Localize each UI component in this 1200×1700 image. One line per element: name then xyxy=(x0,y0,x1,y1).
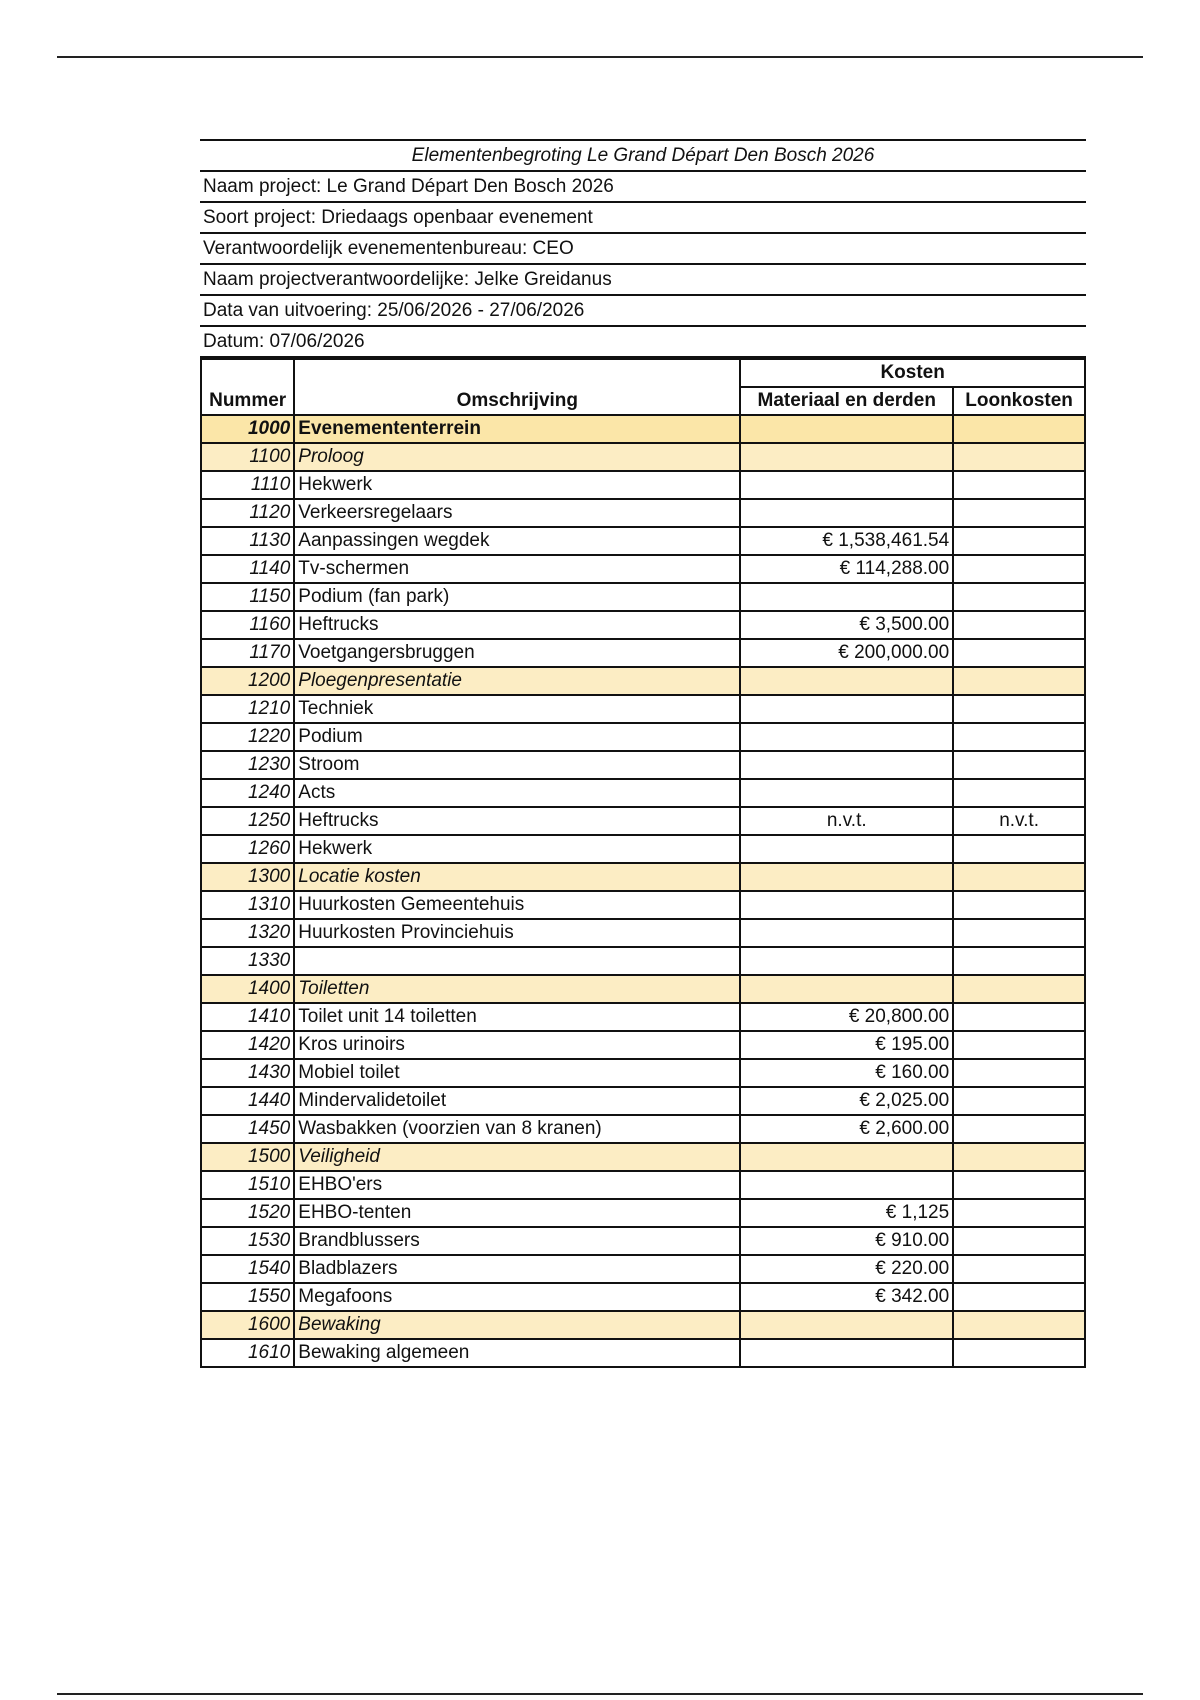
row-material-cost xyxy=(740,919,953,947)
row-material-cost: € 195.00 xyxy=(740,1031,953,1059)
table-row xyxy=(201,1059,1085,1087)
row-description: Ploegenpresentatie xyxy=(294,667,740,695)
row-labor-cost xyxy=(953,1339,1085,1367)
category-row xyxy=(201,443,1085,471)
row-material-cost: € 2,025.00 xyxy=(740,1087,953,1115)
row-labor-cost xyxy=(953,695,1085,723)
row-material-cost xyxy=(740,415,953,443)
row-labor-cost xyxy=(953,471,1085,499)
row-material-cost xyxy=(740,695,953,723)
header-corner-desc xyxy=(294,359,740,387)
table-row xyxy=(201,695,1085,723)
row-labor-cost xyxy=(953,1003,1085,1031)
row-number: 1510 xyxy=(201,1171,294,1199)
table-row xyxy=(201,499,1085,527)
row-description: Mobiel toilet xyxy=(294,1059,740,1087)
row-material-cost xyxy=(740,1171,953,1199)
category-row xyxy=(201,1311,1085,1339)
row-material-cost: € 20,800.00 xyxy=(740,1003,953,1031)
table-row xyxy=(201,1199,1085,1227)
table-row xyxy=(201,1255,1085,1283)
row-material-cost: € 1,125 xyxy=(740,1199,953,1227)
row-material-cost xyxy=(740,751,953,779)
row-description: EHBO'ers xyxy=(294,1171,740,1199)
row-description: Bewaking algemeen xyxy=(294,1339,740,1367)
header-corner-num xyxy=(201,359,294,387)
row-description: Techniek xyxy=(294,695,740,723)
row-labor-cost xyxy=(953,1255,1085,1283)
row-material-cost: € 2,600.00 xyxy=(740,1115,953,1143)
row-material-cost: n.v.t. xyxy=(740,807,953,835)
row-material-cost xyxy=(740,779,953,807)
header-materiaal: Materiaal en derden xyxy=(740,387,953,415)
row-number: 1410 xyxy=(201,1003,294,1031)
row-number: 1150 xyxy=(201,583,294,611)
row-labor-cost xyxy=(953,1311,1085,1339)
row-labor-cost xyxy=(953,1171,1085,1199)
row-description: EHBO-tenten xyxy=(294,1199,740,1227)
row-labor-cost xyxy=(953,1087,1085,1115)
row-number: 1250 xyxy=(201,807,294,835)
category-row xyxy=(201,863,1085,891)
row-description: Bladblazers xyxy=(294,1255,740,1283)
row-number: 1420 xyxy=(201,1031,294,1059)
header-loonkosten: Loonkosten xyxy=(953,387,1085,415)
row-number: 1550 xyxy=(201,1283,294,1311)
row-description: Kros urinoirs xyxy=(294,1031,740,1059)
table-row xyxy=(201,1339,1085,1367)
row-material-cost xyxy=(740,443,953,471)
row-description: Podium (fan park) xyxy=(294,583,740,611)
row-description: Aanpassingen wegdek xyxy=(294,527,740,555)
row-material-cost xyxy=(740,583,953,611)
row-number: 1130 xyxy=(201,527,294,555)
row-number: 1520 xyxy=(201,1199,294,1227)
table-row xyxy=(201,1115,1085,1143)
row-number: 1210 xyxy=(201,695,294,723)
header-nummer: Nummer xyxy=(201,387,294,415)
table-row xyxy=(201,1087,1085,1115)
category-row xyxy=(201,667,1085,695)
row-labor-cost xyxy=(953,835,1085,863)
row-labor-cost xyxy=(953,667,1085,695)
row-number: 1000 xyxy=(201,415,294,443)
row-number: 1260 xyxy=(201,835,294,863)
row-material-cost xyxy=(740,947,953,975)
row-labor-cost xyxy=(953,1143,1085,1171)
row-number: 1320 xyxy=(201,919,294,947)
budget-table xyxy=(200,358,1086,1368)
row-labor-cost xyxy=(953,1115,1085,1143)
category-row xyxy=(201,1143,1085,1171)
row-number: 1120 xyxy=(201,499,294,527)
row-description: Evenemententerrein xyxy=(294,415,740,443)
row-material-cost xyxy=(740,863,953,891)
info-project-type: Soort project: Driedaags openbaar evenement xyxy=(200,201,1086,232)
row-description: Voetgangersbruggen xyxy=(294,639,740,667)
row-description: Wasbakken (voorzien van 8 kranen) xyxy=(294,1115,740,1143)
row-material-cost: € 160.00 xyxy=(740,1059,953,1087)
table-row xyxy=(201,555,1085,583)
row-number: 1160 xyxy=(201,611,294,639)
info-project-lead: Naam projectverantwoordelijke: Jelke Greidanus xyxy=(200,263,1086,294)
row-number: 1100 xyxy=(201,443,294,471)
row-description: Veiligheid xyxy=(294,1143,740,1171)
table-row xyxy=(201,1003,1085,1031)
row-number: 1310 xyxy=(201,891,294,919)
row-description: Megafoons xyxy=(294,1283,740,1311)
table-row xyxy=(201,1031,1085,1059)
row-labor-cost xyxy=(953,863,1085,891)
info-project-name: Naam project: Le Grand Départ Den Bosch 2026 xyxy=(200,170,1086,201)
row-number: 1600 xyxy=(201,1311,294,1339)
row-labor-cost xyxy=(953,639,1085,667)
row-labor-cost xyxy=(953,611,1085,639)
header-kosten: Kosten xyxy=(740,359,1085,387)
row-material-cost: € 3,500.00 xyxy=(740,611,953,639)
row-material-cost xyxy=(740,1339,953,1367)
table-row xyxy=(201,807,1085,835)
row-labor-cost xyxy=(953,1059,1085,1087)
sheet-title: Elementenbegroting Le Grand Départ Den Bosch 2026 xyxy=(200,139,1086,170)
row-labor-cost xyxy=(953,527,1085,555)
row-description: Verkeersregelaars xyxy=(294,499,740,527)
row-labor-cost xyxy=(953,947,1085,975)
row-number: 1200 xyxy=(201,667,294,695)
row-description: Tv-schermen xyxy=(294,555,740,583)
row-labor-cost xyxy=(953,583,1085,611)
row-number: 1450 xyxy=(201,1115,294,1143)
table-row xyxy=(201,919,1085,947)
row-labor-cost xyxy=(953,1283,1085,1311)
row-labor-cost xyxy=(953,891,1085,919)
table-row xyxy=(201,779,1085,807)
row-description: Bewaking xyxy=(294,1311,740,1339)
row-description: Heftrucks xyxy=(294,611,740,639)
row-labor-cost xyxy=(953,499,1085,527)
budget-sheet xyxy=(200,139,1086,1368)
row-material-cost xyxy=(740,1143,953,1171)
table-row xyxy=(201,751,1085,779)
row-number: 1500 xyxy=(201,1143,294,1171)
row-description: Mindervalidetoilet xyxy=(294,1087,740,1115)
budget-rows xyxy=(201,415,1085,1367)
table-row xyxy=(201,583,1085,611)
row-labor-cost xyxy=(953,555,1085,583)
table-row xyxy=(201,723,1085,751)
row-number: 1530 xyxy=(201,1227,294,1255)
row-number: 1140 xyxy=(201,555,294,583)
row-number: 1170 xyxy=(201,639,294,667)
row-material-cost xyxy=(740,723,953,751)
row-labor-cost xyxy=(953,415,1085,443)
row-number: 1300 xyxy=(201,863,294,891)
row-description: Podium xyxy=(294,723,740,751)
row-number: 1110 xyxy=(201,471,294,499)
info-date: Datum: 07/06/2026 xyxy=(200,325,1086,358)
info-execution-dates: Data van uitvoering: 25/06/2026 - 27/06/2026 xyxy=(200,294,1086,325)
row-material-cost: € 910.00 xyxy=(740,1227,953,1255)
row-number: 1220 xyxy=(201,723,294,751)
row-description xyxy=(294,947,740,975)
row-description: Acts xyxy=(294,779,740,807)
row-material-cost: € 1,538,461.54 xyxy=(740,527,953,555)
row-description: Proloog xyxy=(294,443,740,471)
table-row xyxy=(201,835,1085,863)
row-number: 1330 xyxy=(201,947,294,975)
info-agency: Verantwoordelijk evenementenbureau: CEO xyxy=(200,232,1086,263)
row-number: 1400 xyxy=(201,975,294,1003)
row-description: Toilet unit 14 toiletten xyxy=(294,1003,740,1031)
row-material-cost xyxy=(740,891,953,919)
page-bottom-rule xyxy=(57,1693,1143,1695)
table-row xyxy=(201,1171,1085,1199)
row-labor-cost: n.v.t. xyxy=(953,807,1085,835)
page-top-rule xyxy=(57,56,1143,58)
row-labor-cost xyxy=(953,751,1085,779)
row-material-cost xyxy=(740,975,953,1003)
row-material-cost: € 114,288.00 xyxy=(740,555,953,583)
row-material-cost: € 342.00 xyxy=(740,1283,953,1311)
row-material-cost xyxy=(740,1311,953,1339)
row-labor-cost xyxy=(953,779,1085,807)
row-material-cost xyxy=(740,499,953,527)
row-description: Stroom xyxy=(294,751,740,779)
row-number: 1230 xyxy=(201,751,294,779)
header-omschrijving: Omschrijving xyxy=(294,387,740,415)
row-number: 1430 xyxy=(201,1059,294,1087)
row-labor-cost xyxy=(953,975,1085,1003)
row-labor-cost xyxy=(953,723,1085,751)
row-number: 1610 xyxy=(201,1339,294,1367)
row-labor-cost xyxy=(953,919,1085,947)
row-labor-cost xyxy=(953,443,1085,471)
row-material-cost: € 200,000.00 xyxy=(740,639,953,667)
row-description: Heftrucks xyxy=(294,807,740,835)
row-number: 1240 xyxy=(201,779,294,807)
table-row xyxy=(201,471,1085,499)
table-row xyxy=(201,639,1085,667)
table-row xyxy=(201,947,1085,975)
table-row xyxy=(201,1227,1085,1255)
category-row xyxy=(201,975,1085,1003)
row-description: Toiletten xyxy=(294,975,740,1003)
table-row xyxy=(201,611,1085,639)
row-material-cost xyxy=(740,471,953,499)
row-labor-cost xyxy=(953,1199,1085,1227)
row-number: 1540 xyxy=(201,1255,294,1283)
row-description: Brandblussers xyxy=(294,1227,740,1255)
main-category-row xyxy=(201,415,1085,443)
row-description: Huurkosten Provinciehuis xyxy=(294,919,740,947)
table-row xyxy=(201,527,1085,555)
table-row xyxy=(201,891,1085,919)
row-description: Hekwerk xyxy=(294,471,740,499)
row-labor-cost xyxy=(953,1031,1085,1059)
row-description: Huurkosten Gemeentehuis xyxy=(294,891,740,919)
table-row xyxy=(201,1283,1085,1311)
row-labor-cost xyxy=(953,1227,1085,1255)
row-description: Locatie kosten xyxy=(294,863,740,891)
row-description: Hekwerk xyxy=(294,835,740,863)
row-material-cost: € 220.00 xyxy=(740,1255,953,1283)
row-number: 1440 xyxy=(201,1087,294,1115)
row-material-cost xyxy=(740,667,953,695)
row-material-cost xyxy=(740,835,953,863)
